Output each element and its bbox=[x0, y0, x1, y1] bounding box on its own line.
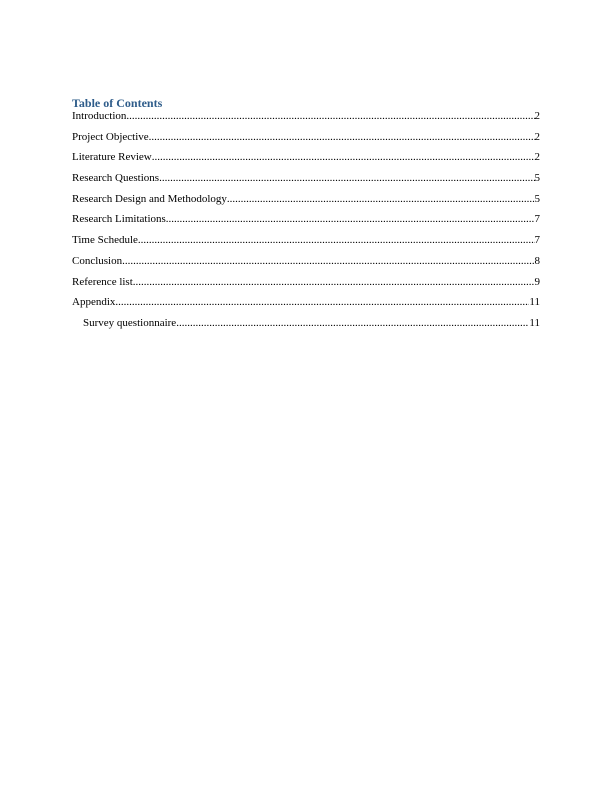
toc-entry-conclusion[interactable] bbox=[72, 255, 540, 268]
toc-page-number: 2 bbox=[534, 151, 540, 164]
toc-entry-research-limitations[interactable] bbox=[72, 213, 540, 226]
toc-entry-research-questions[interactable] bbox=[72, 172, 540, 185]
toc-entry-label: Survey questionnaire bbox=[83, 316, 177, 329]
toc-list bbox=[72, 110, 540, 330]
dot-leader bbox=[126, 110, 534, 123]
toc-entry-label: Introduction bbox=[72, 110, 127, 122]
toc-entry-label: Research Questions bbox=[72, 172, 160, 185]
toc-entry-literature-review[interactable] bbox=[72, 151, 540, 164]
toc-entry-label: Appendix bbox=[72, 296, 116, 309]
toc-page-number: 11 bbox=[529, 316, 540, 329]
dot-leader bbox=[115, 296, 529, 309]
toc-page-number: 8 bbox=[534, 254, 540, 267]
toc-entry-time-schedule[interactable] bbox=[72, 234, 540, 247]
dot-leader bbox=[133, 276, 535, 289]
dot-leader bbox=[138, 234, 535, 247]
toc-entry-appendix[interactable] bbox=[72, 296, 540, 309]
dot-leader bbox=[166, 213, 535, 226]
dot-leader bbox=[227, 193, 535, 206]
toc-entry-label: Project Objective bbox=[72, 130, 149, 143]
toc-entry-reference-list[interactable] bbox=[72, 276, 540, 289]
toc-page-number: 11 bbox=[529, 296, 540, 309]
dot-leader bbox=[149, 131, 535, 144]
toc-entry-label: Conclusion bbox=[72, 254, 123, 267]
table-of-contents bbox=[72, 96, 540, 338]
toc-page-number: 5 bbox=[534, 192, 540, 205]
toc-page-number: 2 bbox=[534, 110, 540, 122]
toc-entry-introduction[interactable] bbox=[72, 110, 540, 123]
toc-entry-label: Time Schedule bbox=[72, 234, 138, 247]
dot-leader bbox=[159, 172, 534, 185]
toc-page-number: 9 bbox=[534, 275, 540, 288]
toc-entry-label: Reference list bbox=[72, 275, 133, 288]
toc-page-number: 7 bbox=[534, 213, 540, 226]
toc-entry-label: Literature Review bbox=[72, 151, 152, 164]
toc-page-number: 2 bbox=[534, 130, 540, 143]
toc-page-number: 5 bbox=[534, 172, 540, 185]
dot-leader bbox=[152, 151, 535, 164]
toc-page-number: 7 bbox=[534, 234, 540, 247]
toc-entry-project-objective[interactable] bbox=[72, 131, 540, 144]
dot-leader bbox=[122, 255, 534, 268]
toc-heading: Table of Contents bbox=[72, 96, 163, 110]
toc-entry-survey-questionnaire[interactable] bbox=[72, 317, 540, 330]
toc-entry-label: Research Design and Methodology bbox=[72, 192, 227, 205]
dot-leader bbox=[176, 317, 529, 330]
toc-entry-label: Research Limitations bbox=[72, 213, 166, 226]
toc-entry-research-design[interactable] bbox=[72, 193, 540, 206]
